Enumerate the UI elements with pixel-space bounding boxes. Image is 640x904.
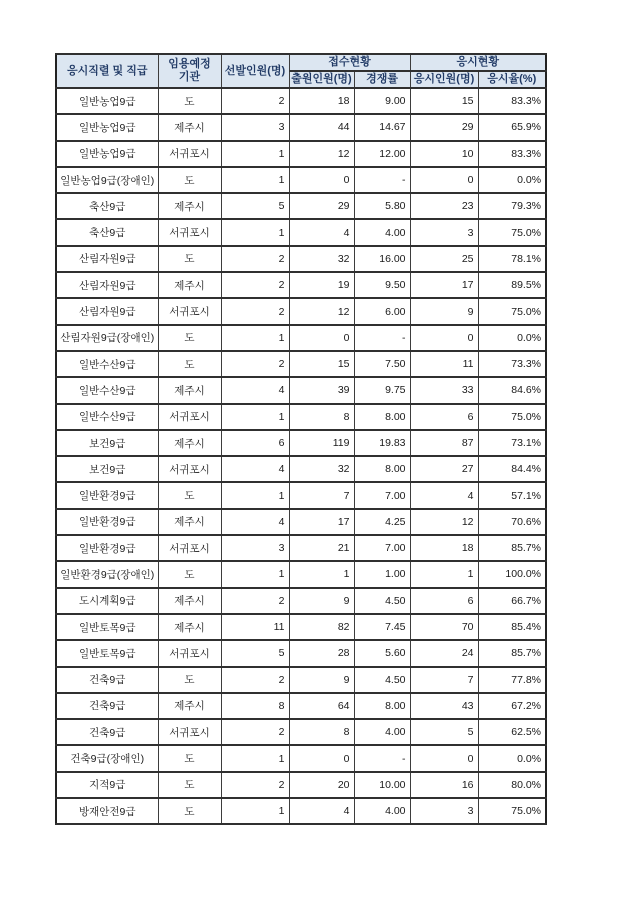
selection-count-cell: 1 xyxy=(221,482,289,508)
applicants-cell: 17 xyxy=(289,509,354,535)
table-row xyxy=(56,798,546,824)
attendance-rate-cell: 75.0% xyxy=(478,404,546,430)
job-series-cell: 일반토목9급 xyxy=(56,614,158,640)
examinees-cell: 27 xyxy=(410,456,478,482)
competition-rate-cell: 12.00 xyxy=(354,141,410,167)
examinees-cell: 16 xyxy=(410,772,478,798)
selection-count-cell: 2 xyxy=(221,588,289,614)
competition-rate-cell: 7.50 xyxy=(354,351,410,377)
table-row xyxy=(56,693,546,719)
attendance-rate-cell: 80.0% xyxy=(478,772,546,798)
table-row xyxy=(56,719,546,745)
job-series-cell: 일반환경9급 xyxy=(56,509,158,535)
table-row xyxy=(56,456,546,482)
applicants-cell: 9 xyxy=(289,588,354,614)
applicants-cell: 7 xyxy=(289,482,354,508)
job-series-cell: 산림자원9급 xyxy=(56,246,158,272)
table-row xyxy=(56,325,546,351)
competition-rate-cell: 4.50 xyxy=(354,588,410,614)
agency-cell: 도 xyxy=(158,167,221,193)
applicants-cell: 0 xyxy=(289,167,354,193)
job-series-cell: 일반토목9급 xyxy=(56,640,158,666)
examinees-cell: 1 xyxy=(410,561,478,587)
attendance-rate-cell: 65.9% xyxy=(478,114,546,140)
exam-statistics-table-container xyxy=(55,53,547,825)
selection-count-cell: 1 xyxy=(221,167,289,193)
table-row xyxy=(56,509,546,535)
agency-cell: 서귀포시 xyxy=(158,719,221,745)
table-row xyxy=(56,535,546,561)
job-series-cell: 보건9급 xyxy=(56,456,158,482)
table-row xyxy=(56,561,546,587)
agency-cell: 도 xyxy=(158,351,221,377)
job-series-cell: 도시계획9급 xyxy=(56,588,158,614)
examinees-cell: 3 xyxy=(410,219,478,245)
competition-rate-cell: 8.00 xyxy=(354,693,410,719)
attendance-rate-cell: 79.3% xyxy=(478,193,546,219)
competition-rate-cell: - xyxy=(354,745,410,771)
attendance-rate-cell: 0.0% xyxy=(478,325,546,351)
job-series-cell: 일반농업9급 xyxy=(56,88,158,114)
examinees-cell: 0 xyxy=(410,745,478,771)
job-series-cell: 산림자원9급 xyxy=(56,298,158,324)
selection-count-cell: 5 xyxy=(221,193,289,219)
attendance-rate-cell: 73.1% xyxy=(478,430,546,456)
competition-rate-cell: 4.50 xyxy=(354,667,410,693)
agency-cell: 제주시 xyxy=(158,693,221,719)
attendance-rate-cell: 66.7% xyxy=(478,588,546,614)
selection-count-cell: 2 xyxy=(221,772,289,798)
job-series-cell: 보건9급 xyxy=(56,430,158,456)
applicants-cell: 20 xyxy=(289,772,354,798)
selection-count-cell: 2 xyxy=(221,667,289,693)
header-series-rank: 응시직렬 및 직급 xyxy=(56,54,158,88)
examinees-cell: 17 xyxy=(410,272,478,298)
agency-cell: 제주시 xyxy=(158,614,221,640)
applicants-cell: 64 xyxy=(289,693,354,719)
applicants-cell: 18 xyxy=(289,88,354,114)
job-series-cell: 산림자원9급(장애인) xyxy=(56,325,158,351)
agency-cell: 제주시 xyxy=(158,377,221,403)
applicants-cell: 4 xyxy=(289,219,354,245)
table-header xyxy=(56,54,546,88)
applicants-cell: 15 xyxy=(289,351,354,377)
competition-rate-cell: 16.00 xyxy=(354,246,410,272)
header-appointing-agency xyxy=(158,54,221,88)
selection-count-cell: 1 xyxy=(221,745,289,771)
header-appointing-agency-line1: 임용예정 xyxy=(168,58,211,71)
competition-rate-cell: 6.00 xyxy=(354,298,410,324)
examinees-cell: 9 xyxy=(410,298,478,324)
examinees-cell: 5 xyxy=(410,719,478,745)
job-series-cell: 산림자원9급 xyxy=(56,272,158,298)
examinees-cell: 15 xyxy=(410,88,478,114)
competition-rate-cell: - xyxy=(354,167,410,193)
selection-count-cell: 3 xyxy=(221,535,289,561)
selection-count-cell: 4 xyxy=(221,377,289,403)
selection-count-cell: 2 xyxy=(221,719,289,745)
table-row xyxy=(56,640,546,666)
competition-rate-cell: 5.60 xyxy=(354,640,410,666)
competition-rate-cell: 4.00 xyxy=(354,719,410,745)
selection-count-cell: 1 xyxy=(221,141,289,167)
examinees-cell: 87 xyxy=(410,430,478,456)
selection-count-cell: 2 xyxy=(221,298,289,324)
agency-cell: 도 xyxy=(158,482,221,508)
attendance-rate-cell: 70.6% xyxy=(478,509,546,535)
applicants-cell: 8 xyxy=(289,404,354,430)
examinees-cell: 7 xyxy=(410,667,478,693)
attendance-rate-cell: 84.6% xyxy=(478,377,546,403)
attendance-rate-cell: 0.0% xyxy=(478,167,546,193)
applicants-cell: 0 xyxy=(289,325,354,351)
examinees-cell: 25 xyxy=(410,246,478,272)
job-series-cell: 일반환경9급 xyxy=(56,482,158,508)
agency-cell: 서귀포시 xyxy=(158,141,221,167)
competition-rate-cell: 7.00 xyxy=(354,482,410,508)
job-series-cell: 일반환경9급 xyxy=(56,535,158,561)
applicants-cell: 32 xyxy=(289,246,354,272)
table-row xyxy=(56,430,546,456)
applicants-cell: 8 xyxy=(289,719,354,745)
job-series-cell: 건축9급(장애인) xyxy=(56,745,158,771)
competition-rate-cell: 1.00 xyxy=(354,561,410,587)
attendance-rate-cell: 57.1% xyxy=(478,482,546,508)
selection-count-cell: 11 xyxy=(221,614,289,640)
table-row xyxy=(56,114,546,140)
agency-cell: 제주시 xyxy=(158,509,221,535)
agency-cell: 제주시 xyxy=(158,114,221,140)
job-series-cell: 일반농업9급(장애인) xyxy=(56,167,158,193)
table-body xyxy=(56,88,546,824)
attendance-rate-cell: 83.3% xyxy=(478,141,546,167)
competition-rate-cell: 4.00 xyxy=(354,798,410,824)
selection-count-cell: 6 xyxy=(221,430,289,456)
table-row xyxy=(56,141,546,167)
agency-cell: 제주시 xyxy=(158,272,221,298)
applicants-cell: 44 xyxy=(289,114,354,140)
agency-cell: 도 xyxy=(158,745,221,771)
applicants-cell: 39 xyxy=(289,377,354,403)
applicants-cell: 32 xyxy=(289,456,354,482)
attendance-rate-cell: 0.0% xyxy=(478,745,546,771)
competition-rate-cell: 10.00 xyxy=(354,772,410,798)
competition-rate-cell: 8.00 xyxy=(354,404,410,430)
applicants-cell: 4 xyxy=(289,798,354,824)
competition-rate-cell: 7.45 xyxy=(354,614,410,640)
table-row xyxy=(56,246,546,272)
applicants-cell: 29 xyxy=(289,193,354,219)
agency-cell: 도 xyxy=(158,88,221,114)
selection-count-cell: 1 xyxy=(221,561,289,587)
examinees-cell: 10 xyxy=(410,141,478,167)
job-series-cell: 일반농업9급 xyxy=(56,141,158,167)
header-selection-count: 선발인원(명) xyxy=(221,54,289,88)
table-row xyxy=(56,404,546,430)
applicants-cell: 0 xyxy=(289,745,354,771)
attendance-rate-cell: 83.3% xyxy=(478,88,546,114)
selection-count-cell: 3 xyxy=(221,114,289,140)
table-row xyxy=(56,351,546,377)
selection-count-cell: 1 xyxy=(221,798,289,824)
selection-count-cell: 4 xyxy=(221,456,289,482)
header-competition-rate: 경쟁률 xyxy=(354,71,410,88)
agency-cell: 도 xyxy=(158,561,221,587)
competition-rate-cell: 19.83 xyxy=(354,430,410,456)
selection-count-cell: 2 xyxy=(221,246,289,272)
competition-rate-cell: 4.25 xyxy=(354,509,410,535)
job-series-cell: 일반환경9급(장애인) xyxy=(56,561,158,587)
attendance-rate-cell: 73.3% xyxy=(478,351,546,377)
job-series-cell: 축산9급 xyxy=(56,193,158,219)
header-row-groups xyxy=(56,54,546,71)
table-row xyxy=(56,88,546,114)
agency-cell: 서귀포시 xyxy=(158,640,221,666)
attendance-rate-cell: 84.4% xyxy=(478,456,546,482)
agency-cell: 도 xyxy=(158,667,221,693)
competition-rate-cell: - xyxy=(354,325,410,351)
applicants-cell: 28 xyxy=(289,640,354,666)
table-row xyxy=(56,614,546,640)
applicants-cell: 9 xyxy=(289,667,354,693)
table-row xyxy=(56,745,546,771)
selection-count-cell: 4 xyxy=(221,509,289,535)
applicants-cell: 12 xyxy=(289,141,354,167)
job-series-cell: 축산9급 xyxy=(56,219,158,245)
competition-rate-cell: 9.00 xyxy=(354,88,410,114)
agency-cell: 도 xyxy=(158,325,221,351)
competition-rate-cell: 4.00 xyxy=(354,219,410,245)
examinees-cell: 11 xyxy=(410,351,478,377)
header-attendance-rate: 응시율(%) xyxy=(478,71,546,88)
attendance-rate-cell: 85.4% xyxy=(478,614,546,640)
exam-statistics-table xyxy=(55,53,547,825)
competition-rate-cell: 8.00 xyxy=(354,456,410,482)
job-series-cell: 건축9급 xyxy=(56,693,158,719)
examinees-cell: 0 xyxy=(410,325,478,351)
table-row xyxy=(56,482,546,508)
attendance-rate-cell: 78.1% xyxy=(478,246,546,272)
applicants-cell: 1 xyxy=(289,561,354,587)
job-series-cell: 방재안전9급 xyxy=(56,798,158,824)
selection-count-cell: 1 xyxy=(221,219,289,245)
table-row xyxy=(56,588,546,614)
competition-rate-cell: 5.80 xyxy=(354,193,410,219)
applicants-cell: 119 xyxy=(289,430,354,456)
applicants-cell: 12 xyxy=(289,298,354,324)
job-series-cell: 건축9급 xyxy=(56,719,158,745)
attendance-rate-cell: 100.0% xyxy=(478,561,546,587)
attendance-rate-cell: 85.7% xyxy=(478,640,546,666)
job-series-cell: 일반수산9급 xyxy=(56,404,158,430)
examinees-cell: 4 xyxy=(410,482,478,508)
table-row xyxy=(56,377,546,403)
selection-count-cell: 2 xyxy=(221,272,289,298)
examinees-cell: 23 xyxy=(410,193,478,219)
attendance-rate-cell: 89.5% xyxy=(478,272,546,298)
agency-cell: 서귀포시 xyxy=(158,456,221,482)
attendance-rate-cell: 75.0% xyxy=(478,219,546,245)
agency-cell: 제주시 xyxy=(158,193,221,219)
header-group-attendance: 응시현황 xyxy=(410,54,546,71)
agency-cell: 제주시 xyxy=(158,588,221,614)
table-row xyxy=(56,272,546,298)
examinees-cell: 43 xyxy=(410,693,478,719)
header-group-applications: 접수현황 xyxy=(289,54,410,71)
attendance-rate-cell: 67.2% xyxy=(478,693,546,719)
agency-cell: 서귀포시 xyxy=(158,535,221,561)
agency-cell: 제주시 xyxy=(158,430,221,456)
examinees-cell: 29 xyxy=(410,114,478,140)
table-row xyxy=(56,219,546,245)
agency-cell: 도 xyxy=(158,798,221,824)
examinees-cell: 6 xyxy=(410,404,478,430)
competition-rate-cell: 7.00 xyxy=(354,535,410,561)
job-series-cell: 일반농업9급 xyxy=(56,114,158,140)
examinees-cell: 18 xyxy=(410,535,478,561)
examinees-cell: 33 xyxy=(410,377,478,403)
attendance-rate-cell: 77.8% xyxy=(478,667,546,693)
job-series-cell: 일반수산9급 xyxy=(56,377,158,403)
table-row xyxy=(56,298,546,324)
competition-rate-cell: 14.67 xyxy=(354,114,410,140)
table-row xyxy=(56,193,546,219)
attendance-rate-cell: 85.7% xyxy=(478,535,546,561)
table-row xyxy=(56,772,546,798)
applicants-cell: 82 xyxy=(289,614,354,640)
agency-cell: 서귀포시 xyxy=(158,404,221,430)
job-series-cell: 지적9급 xyxy=(56,772,158,798)
selection-count-cell: 1 xyxy=(221,325,289,351)
selection-count-cell: 8 xyxy=(221,693,289,719)
selection-count-cell: 1 xyxy=(221,404,289,430)
examinees-cell: 6 xyxy=(410,588,478,614)
applicants-cell: 19 xyxy=(289,272,354,298)
table-row xyxy=(56,167,546,193)
selection-count-cell: 2 xyxy=(221,88,289,114)
job-series-cell: 일반수산9급 xyxy=(56,351,158,377)
header-appointing-agency-line2: 기관 xyxy=(178,71,201,83)
attendance-rate-cell: 75.0% xyxy=(478,798,546,824)
agency-cell: 도 xyxy=(158,246,221,272)
examinees-cell: 70 xyxy=(410,614,478,640)
job-series-cell: 건축9급 xyxy=(56,667,158,693)
examinees-cell: 12 xyxy=(410,509,478,535)
attendance-rate-cell: 62.5% xyxy=(478,719,546,745)
header-examinees: 응시인원(명) xyxy=(410,71,478,88)
examinees-cell: 0 xyxy=(410,167,478,193)
agency-cell: 서귀포시 xyxy=(158,219,221,245)
attendance-rate-cell: 75.0% xyxy=(478,298,546,324)
competition-rate-cell: 9.75 xyxy=(354,377,410,403)
selection-count-cell: 5 xyxy=(221,640,289,666)
examinees-cell: 3 xyxy=(410,798,478,824)
agency-cell: 도 xyxy=(158,772,221,798)
agency-cell: 서귀포시 xyxy=(158,298,221,324)
examinees-cell: 24 xyxy=(410,640,478,666)
header-applicants: 출원인원(명) xyxy=(289,71,354,88)
applicants-cell: 21 xyxy=(289,535,354,561)
competition-rate-cell: 9.50 xyxy=(354,272,410,298)
selection-count-cell: 2 xyxy=(221,351,289,377)
table-row xyxy=(56,667,546,693)
